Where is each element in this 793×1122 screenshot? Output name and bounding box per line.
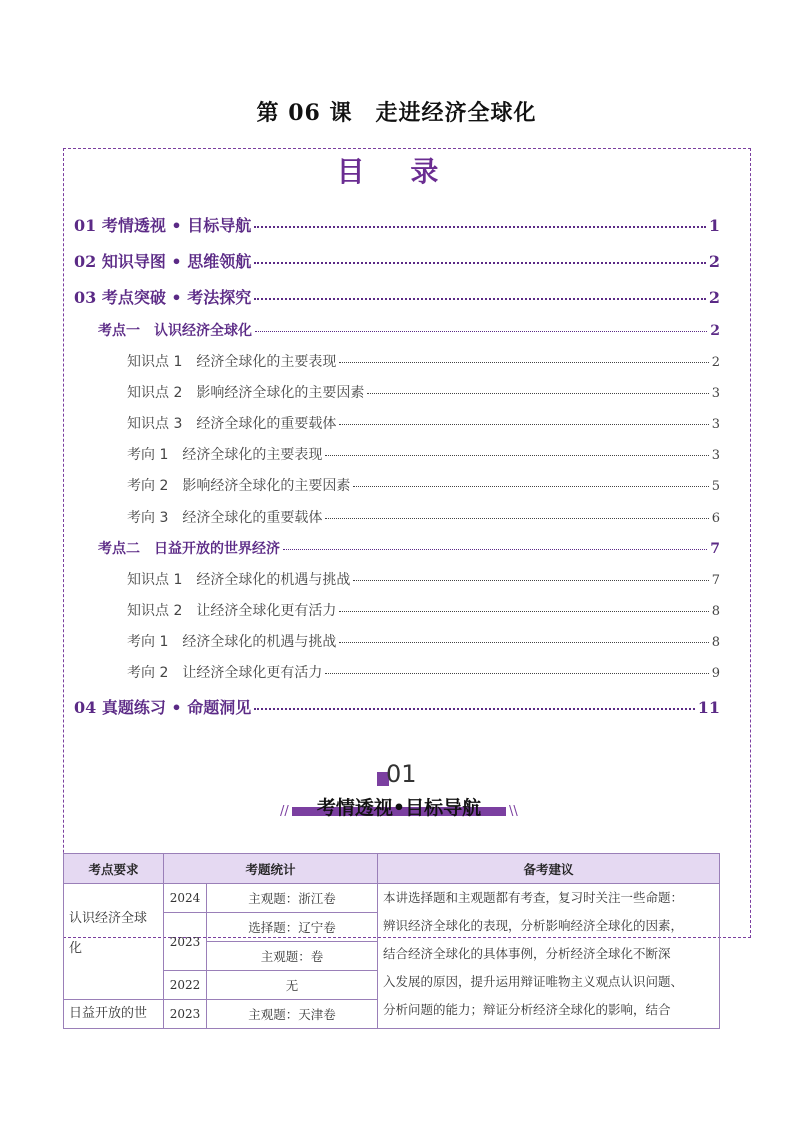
exam-point-cell: 日益开放的世 — [64, 1000, 164, 1029]
banner-left-decoration: // — [280, 804, 289, 819]
toc-entry-page: 3 — [711, 417, 720, 432]
toc-entry[interactable] — [127, 382, 720, 402]
advice-line: 分析问题的能力；辩证分析经济全球化的影响，结合 — [383, 1002, 671, 1017]
toc-leader — [325, 672, 708, 674]
toc-entry[interactable] — [74, 695, 720, 718]
toc-leader — [353, 485, 708, 487]
toc-entry[interactable] — [127, 475, 720, 495]
year-cell: 2022 — [164, 971, 207, 1000]
lesson-title: 第 06 课 走进经济全球化 — [256, 100, 537, 126]
toc-entry-label: 考向 2 让经济全球化更有活力 — [127, 665, 323, 681]
table-row — [64, 884, 720, 913]
stat-cell: 主观题：天津卷 — [207, 1000, 378, 1029]
advice-line: 结合经济全球化的具体事例，分析经济全球化不断深 — [383, 946, 671, 961]
table-header-row — [64, 854, 720, 884]
exam-analysis-table — [63, 853, 720, 1029]
toc-entry-page: 7 — [711, 573, 720, 588]
toc-entry[interactable] — [74, 213, 720, 236]
toc-entry-label: 知识点 2 影响经济全球化的主要因素 — [127, 385, 365, 401]
toc-entry[interactable] — [127, 413, 720, 433]
toc-entry-label: 考点一 认识经济全球化 — [98, 323, 252, 339]
toc-leader — [339, 641, 708, 643]
toc-leader — [325, 454, 708, 456]
toc-heading: 目 录 — [336, 155, 457, 188]
toc-entry[interactable] — [127, 631, 720, 651]
stat-cell: 主观题：浙江卷 — [207, 884, 378, 913]
toc-leader — [283, 548, 707, 550]
toc-leader — [255, 330, 707, 332]
advice-line: 入发展的原因，提升运用辩证唯物主义观点认识问题、 — [383, 974, 684, 989]
toc-entry-page: 3 — [711, 448, 720, 463]
stat-cell: 无 — [207, 971, 378, 1000]
year-cell: 2023 — [164, 1000, 207, 1029]
toc-entry-page: 8 — [711, 635, 720, 650]
toc-leader — [254, 225, 706, 228]
toc-entry[interactable] — [127, 351, 720, 371]
toc-entry-page: 2 — [710, 323, 720, 339]
table-header-cell: 备考建议 — [378, 854, 720, 884]
toc-leader — [325, 517, 708, 519]
toc-entry-label: 考向 1 经济全球化的主要表现 — [127, 447, 323, 463]
year-cell: 2024 — [164, 884, 207, 913]
toc-leader — [339, 423, 708, 425]
toc-entry[interactable] — [127, 662, 720, 682]
toc-entry-page: 11 — [697, 698, 720, 717]
stat-cell: 主观题：卷 — [207, 942, 378, 971]
toc-leader — [254, 707, 695, 710]
stat-cell: 选择题：辽宁卷 — [207, 913, 378, 942]
toc-entry[interactable] — [127, 444, 720, 464]
toc-entry[interactable] — [127, 507, 720, 527]
toc-leader — [339, 361, 708, 363]
banner-right-decoration: \\ — [509, 804, 518, 819]
toc-entry-label: 考向 1 经济全球化的机遇与挑战 — [127, 634, 337, 650]
table-header-cell: 考点要求 — [64, 854, 164, 884]
toc-leader — [339, 610, 708, 612]
advice-line: 本讲选择题和主观题都有考查，复习时关注一些命题： — [383, 890, 684, 905]
toc-entry-page: 7 — [710, 541, 720, 557]
toc-entry-label: 考向 3 经济全球化的重要载体 — [127, 510, 323, 526]
toc-entry-label: 03 考点突破 • 考法探究 — [74, 288, 252, 307]
section-title: 考情透视•目标导航 — [316, 797, 482, 819]
toc-entry-label: 知识点 1 经济全球化的机遇与挑战 — [127, 572, 351, 588]
toc-entry-label: 知识点 1 经济全球化的主要表现 — [127, 354, 337, 370]
section-number: 01 — [386, 760, 417, 788]
toc-entry[interactable] — [74, 285, 720, 308]
toc-entry[interactable] — [127, 600, 720, 620]
toc-leader — [254, 261, 706, 264]
toc-entry-label: 01 考情透视 • 目标导航 — [74, 216, 252, 235]
toc-entry-page: 2 — [708, 252, 720, 271]
table-header-cell: 考题统计 — [164, 854, 378, 884]
toc-entry[interactable] — [98, 320, 720, 340]
advice-cell — [378, 884, 720, 1029]
section-banner — [292, 795, 506, 817]
toc-entry-page: 2 — [711, 355, 720, 370]
toc-entry-label: 04 真题练习 • 命题洞见 — [74, 698, 252, 717]
toc-entry-page: 1 — [708, 216, 720, 235]
toc-entry[interactable] — [127, 569, 720, 589]
toc-entry-label: 知识点 2 让经济全球化更有活力 — [127, 603, 337, 619]
toc-entry-page: 2 — [708, 288, 720, 307]
toc-entry-page: 8 — [711, 604, 720, 619]
toc-leader — [353, 579, 708, 581]
toc-entry-label: 考向 2 影响经济全球化的主要因素 — [127, 478, 351, 494]
toc-entry-label: 02 知识导图 • 思维领航 — [74, 252, 252, 271]
exam-point-cell: 认识经济全球化 — [64, 884, 164, 1000]
toc-entry-page: 3 — [711, 386, 720, 401]
toc-entry-label: 知识点 3 经济全球化的重要载体 — [127, 416, 337, 432]
toc-entry-label: 考点二 日益开放的世界经济 — [98, 541, 280, 557]
toc-leader — [254, 297, 706, 300]
toc-leader — [367, 392, 708, 394]
toc-entry-page: 6 — [711, 511, 720, 526]
toc-entry[interactable] — [74, 249, 720, 272]
toc-entry-page: 9 — [711, 666, 720, 681]
advice-line: 辨识经济全球化的表现，分析影响经济全球化的因素， — [383, 918, 684, 933]
toc-entry-page: 5 — [711, 479, 720, 494]
toc-entry[interactable] — [98, 538, 720, 558]
year-cell: 2023 — [164, 913, 207, 971]
